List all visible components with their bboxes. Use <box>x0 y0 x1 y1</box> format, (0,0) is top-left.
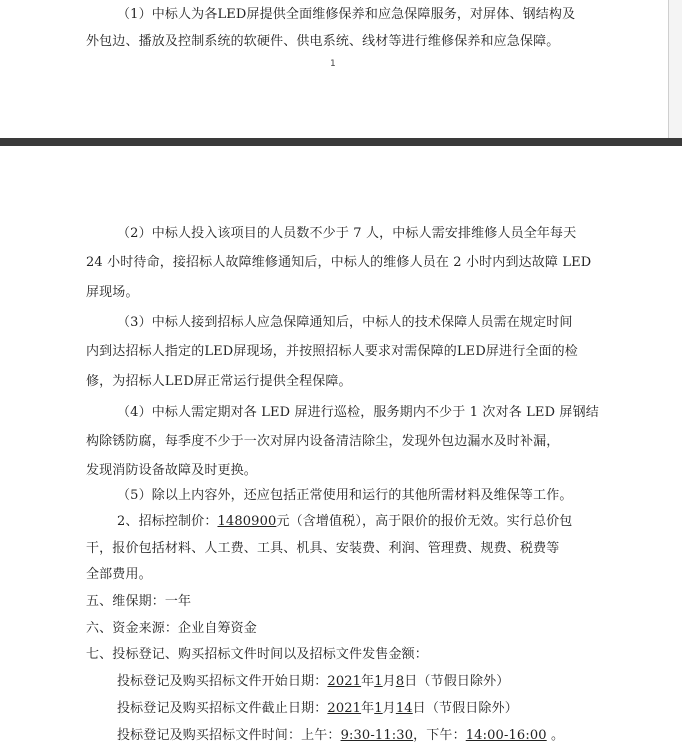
time-line <box>117 728 564 744</box>
item-5-line: （5）除以上内容外，还应包括正常使用和运行的其他所需材料及维保等工作。 <box>117 488 573 503</box>
item-3-line-1: （3）中标人接到招标人应急保障通知后，中标人的技术保障人员需在规定时间 <box>117 315 573 330</box>
end-date-line <box>117 701 518 717</box>
control-price-line-3: 全部费用。 <box>86 567 152 582</box>
start-date-day: 8 <box>395 674 405 689</box>
document-page-2 <box>0 146 668 750</box>
item-4-line-2: 构除锈防腐，每季度不少于一次对屏内设备清洁除尘，发现外包边漏水及时补漏， <box>86 434 560 449</box>
day-unit: 日 <box>412 701 426 716</box>
item-4-line-3: 发现消防设备故障及时更换。 <box>86 463 257 478</box>
item-2-line-3: 屏现场。 <box>86 285 139 300</box>
control-price-line-1 <box>117 514 572 530</box>
time-label: 投标登记及购买招标文件时间：上午： <box>117 728 341 743</box>
start-date-month: 1 <box>374 674 383 689</box>
page-gutter <box>669 0 682 138</box>
paragraph-line: 外包边、播放及控制系统的软硬件、供电系统、线材等进行维修保养和应急保障。 <box>86 34 560 49</box>
morning-time: 9:30-11:30 <box>340 728 414 743</box>
day-unit: 日 <box>404 674 418 689</box>
month-unit: 月 <box>382 701 396 716</box>
end-date-label: 投标登记及购买招标文件截止日期： <box>117 701 328 716</box>
section-6-heading: 六、资金来源：企业自筹资金 <box>86 621 257 636</box>
page-separator <box>0 138 682 146</box>
start-date-label: 投标登记及购买招标文件开始日期： <box>117 674 328 689</box>
item-3-line-3: 修，为招标人LED屏正常运行提供全程保障。 <box>86 374 352 389</box>
control-price-line-2: 干，报价包括材料、人工费、工具、机具、安装费、利润、管理费、规费、税费等 <box>86 541 560 556</box>
item-2-line-2: 24 小时待命，接招标人故障维修通知后，中标人的维修人员在 2 小时内到达故障 LED <box>86 255 592 270</box>
item-3-line-2: 内到达招标人指定的LED屏现场，并按照招标人要求对需保障的LED屏进行全面的检 <box>86 344 578 359</box>
paragraph-line: （1）中标人为各LED屏提供全面维修保养和应急保障服务，对屏体、钢结构及 <box>117 7 576 22</box>
end-date-day: 14 <box>395 701 413 716</box>
end-date-note: （节假日除外） <box>425 701 518 716</box>
end-date-year: 2021 <box>327 701 362 716</box>
end-date-month: 1 <box>374 701 383 716</box>
time-end-punct: 。 <box>546 728 565 743</box>
item-2-line-1: （2）中标人投入该项目的人员数不少于 7 人，中标人需安排维修人员全年每天 <box>117 226 577 241</box>
control-price-suffix: 元（含增值税），高于限价的报价无效。实行总价包 <box>276 514 573 529</box>
afternoon-label: ，下午： <box>413 728 466 743</box>
year-unit: 年 <box>361 701 375 716</box>
section-5-heading: 五、维保期：一年 <box>86 594 192 609</box>
year-unit: 年 <box>361 674 375 689</box>
control-price-amount: 1480900 <box>217 514 277 529</box>
page-number: 1 <box>330 59 336 69</box>
start-date-year: 2021 <box>327 674 362 689</box>
item-4-line-1: （4）中标人需定期对各 LED 屏进行巡检，服务期内不少于 1 次对各 LED 屏钢结 <box>117 405 599 420</box>
section-7-heading: 七、投标登记、购买招标文件时间以及招标文件发售金额： <box>86 647 428 662</box>
document-page-1 <box>0 0 669 138</box>
start-date-note: （节假日除外） <box>417 674 510 689</box>
start-date-line <box>117 674 509 690</box>
afternoon-time: 14:00-16:00 <box>465 728 547 743</box>
control-price-prefix: 2、招标控制价： <box>117 514 218 529</box>
month-unit: 月 <box>382 674 396 689</box>
